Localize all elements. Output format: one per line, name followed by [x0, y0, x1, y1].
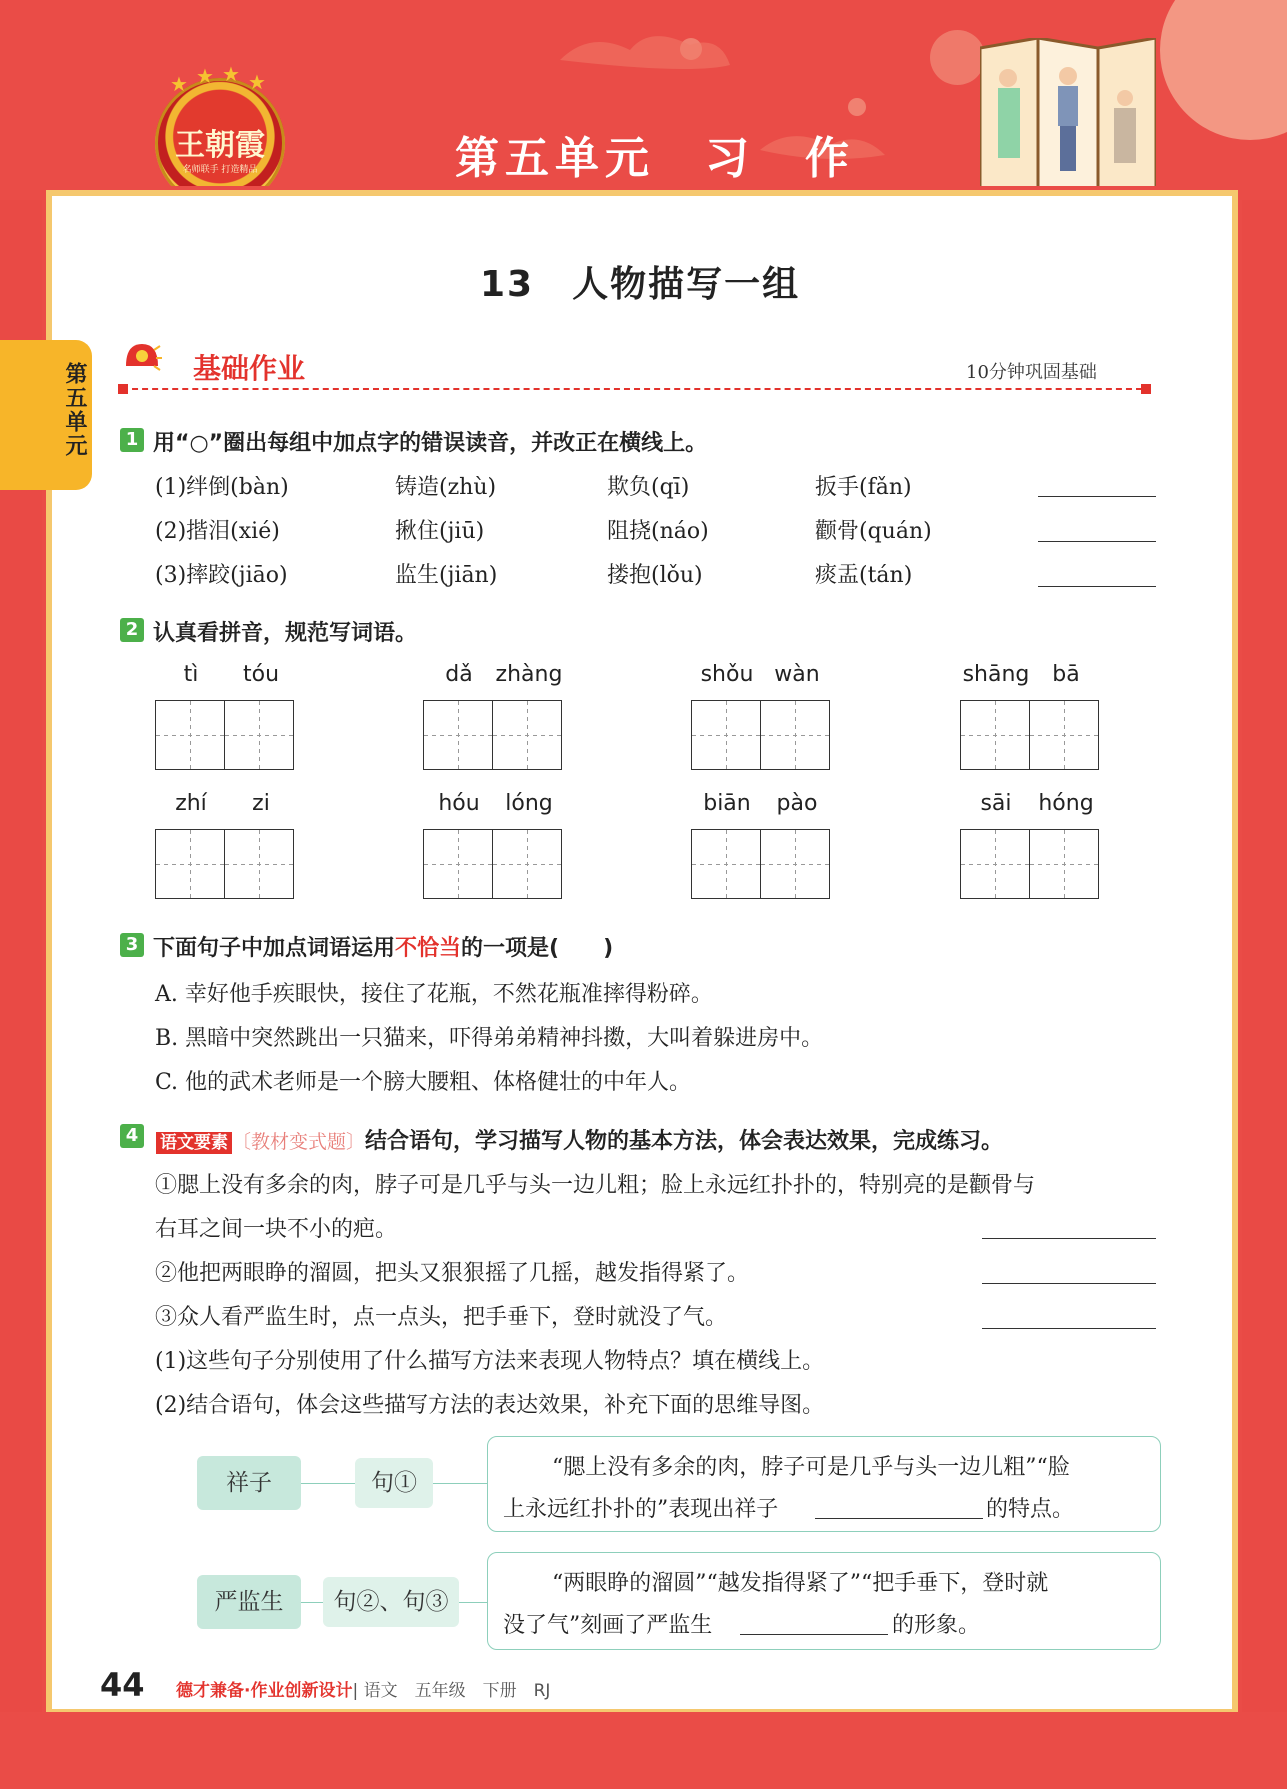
mindmap-person: 祥子	[197, 1456, 301, 1510]
writing-grid[interactable]	[960, 829, 1030, 899]
lesson-title: 13 人物描写一组	[480, 264, 801, 305]
folding-screen-illustration	[980, 38, 1156, 203]
pinyin: shǒu	[700, 662, 754, 687]
mindmap-sentence: 句②、句③	[323, 1577, 459, 1627]
writing-grid[interactable]	[760, 829, 830, 899]
side-tab-label: 第五单元	[62, 362, 87, 458]
star-icon: ★	[248, 70, 266, 94]
writing-grid[interactable]	[960, 700, 1030, 770]
question-number: 2	[120, 618, 144, 642]
q1-item: 揪住(jiū)	[395, 519, 485, 544]
answer-blank[interactable]	[982, 1238, 1156, 1239]
mindmap-text-line: “腮上没有多余的肉，脖子可是几乎与头一边儿粗”“脸	[552, 1455, 1070, 1480]
pinyin: wàn	[774, 662, 820, 687]
answer-blank[interactable]	[1038, 496, 1156, 497]
q1-item: (2)揩泪(xié)	[155, 519, 280, 544]
option-b: B. 黑暗中突然跳出一只猫来，吓得弟弟精神抖擞，大叫着躲进房中。	[155, 1026, 824, 1051]
q4-line: 右耳之间一块不小的疤。	[155, 1217, 398, 1242]
writing-grid[interactable]	[1029, 700, 1099, 770]
writing-grid[interactable]	[423, 829, 493, 899]
q1-item: (3)摔跤(jiāo)	[155, 563, 288, 588]
question-prompt: 用“○”圈出每组中加点字的错误读音，并改正在横线上。	[153, 431, 708, 456]
pinyin: zhàng	[495, 662, 563, 687]
pinyin: hóu	[438, 791, 480, 816]
writing-grid[interactable]	[1029, 829, 1099, 899]
question-number: 1	[120, 428, 144, 452]
section-title: 基础作业	[193, 352, 306, 385]
option-a: A. 幸好他手疾眼快，接住了花瓶，不然花瓶准摔得粉碎。	[155, 982, 713, 1007]
footer-text	[176, 1676, 550, 1701]
highlight-text: 不恰当	[395, 936, 462, 961]
mindmap-text-line: 上永远红扑扑的”表现出祥子	[503, 1497, 779, 1522]
option-c: C. 他的武术老师是一个膀大腰粗、体格健壮的中年人。	[155, 1070, 692, 1095]
writing-grid[interactable]	[492, 829, 562, 899]
q1-item: 阻挠(náo)	[607, 519, 709, 544]
question-prompt: 下面句子中加点词语运用不恰当的一项是( )	[153, 936, 614, 961]
q4-line: ②他把两眼睁的溜圆，把头又狠狠摇了几摇，越发指得紧了。	[155, 1261, 750, 1286]
page-number: 44	[100, 1666, 145, 1704]
writing-grid[interactable]	[691, 829, 761, 899]
mindmap-text-line: 的特点。	[986, 1497, 1075, 1522]
mindmap-text-line: 的形象。	[892, 1613, 981, 1638]
q1-item: 扳手(fǎn)	[815, 475, 912, 500]
q1-item: (1)绊倒(bàn)	[155, 475, 289, 500]
mindmap-connector	[301, 1602, 323, 1603]
footer-book-info: | 语文 五年级 下册 RJ	[352, 1681, 551, 1701]
footer-brand: 德才兼备·作业创新设计	[176, 1681, 353, 1701]
question-number: 3	[120, 933, 144, 957]
writing-grid[interactable]	[155, 700, 225, 770]
unit-title: 第五单元 习 作	[455, 133, 855, 184]
answer-blank[interactable]	[1038, 586, 1156, 587]
q1-item: 欺负(qī)	[607, 475, 690, 500]
mindmap-connector	[301, 1483, 355, 1484]
divider-marker	[118, 384, 128, 394]
q4-line: (2)结合语句，体会这些描写方法的表达效果，补充下面的思维导图。	[155, 1393, 825, 1418]
answer-blank[interactable]	[982, 1283, 1156, 1284]
bottom-band	[0, 1712, 1287, 1789]
mindmap-sentence: 句①	[355, 1458, 433, 1508]
q4-header	[156, 1124, 1003, 1155]
writing-grid[interactable]	[423, 700, 493, 770]
writing-grid[interactable]	[224, 700, 294, 770]
writing-grid[interactable]	[492, 700, 562, 770]
pinyin: hóng	[1038, 791, 1094, 816]
q1-item: 颧骨(quán)	[815, 519, 932, 544]
tag-badge-outline: 〔教材变式题〕	[232, 1131, 366, 1153]
star-icon: ★	[170, 72, 188, 96]
writing-grid[interactable]	[224, 829, 294, 899]
writing-grid[interactable]	[155, 829, 225, 899]
bell-icon	[118, 336, 162, 380]
mindmap-connector	[433, 1483, 487, 1484]
question-prompt: 结合语句，学习描写人物的基本方法，体会表达效果，完成练习。	[365, 1129, 1004, 1154]
writing-grid[interactable]	[760, 700, 830, 770]
q4-line: ①腮上没有多余的肉，脖子可是几乎与头一边儿粗；脸上永远红扑扑的，特别亮的是颧骨与	[155, 1173, 1036, 1198]
pinyin: lóng	[505, 791, 553, 816]
pinyin: sāi	[980, 791, 1012, 816]
mindmap-text-line: 没了气”刻画了严监生	[503, 1613, 713, 1638]
pinyin: zhí	[175, 791, 207, 816]
q1-item: 铸造(zhù)	[395, 475, 497, 500]
pinyin: dǎ	[445, 662, 473, 687]
pinyin: tóu	[242, 662, 280, 687]
pinyin: tì	[183, 662, 199, 687]
logo-subtitle: 名师联手 打造精品	[182, 165, 258, 175]
section-divider	[122, 388, 1142, 390]
pinyin: pào	[776, 791, 818, 816]
star-icon: ★	[196, 64, 214, 88]
q1-item: 痰盂(tán)	[815, 563, 913, 588]
pinyin: bā	[1052, 662, 1080, 687]
brand-logo	[155, 78, 285, 208]
pinyin: biān	[703, 791, 751, 816]
answer-blank[interactable]	[1038, 541, 1156, 542]
mindmap-text-line: “两眼睁的溜圆”“越发指得紧了”“把手垂下，登时就	[552, 1571, 1049, 1596]
answer-blank[interactable]	[982, 1328, 1156, 1329]
divider-marker	[1141, 384, 1151, 394]
q4-line: (1)这些句子分别使用了什么描写方法来表现人物特点？填在横线上。	[155, 1349, 825, 1374]
pinyin: shāng	[962, 662, 1030, 687]
q1-item: 监生(jiān)	[395, 563, 498, 588]
question-number: 4	[120, 1124, 144, 1148]
section-note: 10分钟巩固基础	[966, 362, 1097, 383]
logo-text: 王朝霞	[175, 128, 265, 163]
writing-grid[interactable]	[691, 700, 761, 770]
answer-blank[interactable]	[740, 1634, 888, 1635]
star-icon: ★	[222, 62, 240, 86]
question-prompt: 认真看拼音，规范写词语。	[153, 621, 418, 646]
tag-badge: 语文要素	[156, 1132, 232, 1154]
mindmap-person: 严监生	[197, 1575, 301, 1629]
mindmap-connector	[459, 1602, 487, 1603]
q1-item: 搂抱(lǒu)	[607, 563, 703, 588]
q4-line: ③众人看严监生时，点一点头，把手垂下，登时就没了气。	[155, 1305, 728, 1330]
answer-blank[interactable]	[815, 1518, 983, 1519]
pinyin: zi	[252, 791, 270, 816]
